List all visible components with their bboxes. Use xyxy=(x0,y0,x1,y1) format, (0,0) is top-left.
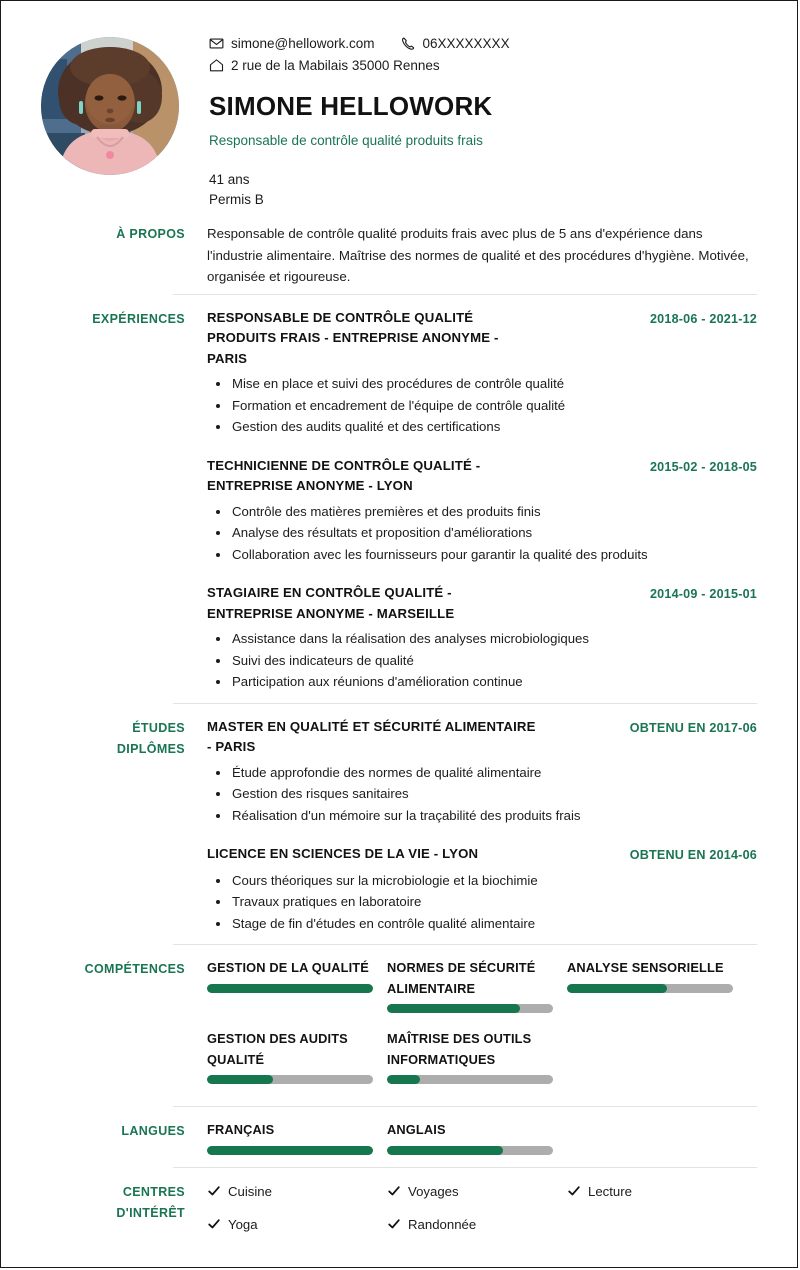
skill-item xyxy=(567,958,747,1013)
languages-grid xyxy=(207,1120,757,1161)
entry-title: RESPONSABLE DE CONTRÔLE QUALITÉ PRODUITS FRAIS - ENTREPRISE ANONYME - PARIS xyxy=(207,309,499,366)
about-text: Responsable de contrôle qualité produits frais avec plus de 5 ans d'expérience dans l'industrie alimentaire. Maîtrise des normes de qualité et des procédures d'hygiène. Motivée, organisée et rigoureuse. xyxy=(207,226,749,284)
skill-bar-fill xyxy=(387,1004,520,1013)
entry-header xyxy=(207,456,757,497)
skill-bar-track xyxy=(207,1075,373,1084)
interest-label: Lecture xyxy=(588,1183,632,1199)
entry-date: OBTENU EN 2014-06 xyxy=(629,848,757,862)
entry-bullets xyxy=(207,870,757,935)
section-label-experiences: EXPÉRIENCES xyxy=(92,311,185,326)
photo-column xyxy=(41,33,201,210)
skill-item xyxy=(387,1029,567,1084)
experiences-body xyxy=(207,295,757,703)
page-title: SIMONE HELLOWORK xyxy=(209,91,493,121)
home-icon xyxy=(209,58,224,73)
list-item: Formation et encadrement de l'équipe de contrôle qualité xyxy=(207,395,757,417)
skill-bar-track xyxy=(207,984,373,993)
skill-item xyxy=(207,958,387,1013)
check-icon xyxy=(387,1217,401,1231)
section-label-education-line1: ÉTUDES xyxy=(132,720,185,735)
interest-label: Voyages xyxy=(408,1183,459,1199)
list-item: Gestion des risques sanitaires xyxy=(207,783,757,805)
education-entry xyxy=(207,717,757,827)
check-icon xyxy=(207,1184,221,1198)
interests-body xyxy=(207,1168,757,1253)
entry-bullets xyxy=(207,501,757,566)
age-text: 41 ans xyxy=(209,172,250,187)
skill-name: ANALYSE SENSORIELLE xyxy=(567,960,724,975)
language-name: FRANÇAIS xyxy=(207,1122,275,1137)
skills-grid xyxy=(207,958,757,1100)
list-item: Mise en place et suivi des procédures de contrôle qualité xyxy=(207,373,757,395)
section-label-skills: COMPÉTENCES xyxy=(84,962,185,976)
language-bar-track xyxy=(207,1146,373,1155)
list-item: Assistance dans la réalisation des analyses microbiologiques xyxy=(207,628,757,650)
skill-name: GESTION DES AUDITS QUALITÉ xyxy=(207,1031,348,1067)
interest-item xyxy=(207,1214,387,1235)
interest-label: Cuisine xyxy=(228,1183,272,1199)
entry-date: 2015-02 - 2018-05 xyxy=(649,459,757,474)
list-item: Contrôle des matières premières et des produits finis xyxy=(207,501,757,523)
experience-entry xyxy=(207,456,757,566)
entry-title: MASTER EN QUALITÉ ET SÉCURITÉ ALIMENTAIRE - PARIS xyxy=(207,718,536,754)
entry-header xyxy=(207,844,757,866)
language-bar-fill xyxy=(387,1146,503,1155)
entry-title: TECHNICIENNE DE CONTRÔLE QUALITÉ - ENTREPRISE ANONYME - LYON xyxy=(207,457,481,493)
email-text: simone@hellowork.com xyxy=(231,36,375,51)
avatar xyxy=(41,37,179,175)
list-item: Réalisation d'un mémoire sur la traçabilité des produits frais xyxy=(207,805,757,827)
about-body xyxy=(207,210,757,294)
section-skills xyxy=(1,945,797,1106)
entry-header xyxy=(207,717,757,758)
avatar-photo xyxy=(41,37,179,175)
skill-bar-fill xyxy=(567,984,667,993)
section-interests xyxy=(1,1168,797,1253)
list-item: Étude approfondie des normes de qualité alimentaire xyxy=(207,762,757,784)
list-item: Participation aux réunions d'amélioration continue xyxy=(207,671,757,693)
list-item: Collaboration avec les fournisseurs pour garantir la qualité des produits xyxy=(207,544,757,566)
interest-item xyxy=(387,1214,567,1235)
contact-row-primary xyxy=(209,33,757,54)
language-item xyxy=(207,1120,387,1155)
entry-date: 2018-06 - 2021-12 xyxy=(649,311,757,326)
experience-entry xyxy=(207,583,757,693)
skill-bar-track xyxy=(567,984,733,993)
interest-item xyxy=(567,1181,747,1202)
skill-bar-fill xyxy=(207,1075,273,1084)
skill-bar-fill xyxy=(207,984,373,993)
job-title: Responsable de contrôle qualité produits frais xyxy=(209,133,483,148)
section-languages xyxy=(1,1107,797,1167)
skill-bar-track xyxy=(387,1075,553,1084)
skill-bar-fill xyxy=(387,1075,420,1084)
interest-label: Randonnée xyxy=(408,1216,477,1232)
section-label-interests-line1: CENTRES xyxy=(122,1184,185,1199)
entry-title: LICENCE EN SCIENCES DE LA VIE - LYON xyxy=(207,846,479,861)
section-about xyxy=(1,210,797,294)
check-icon xyxy=(387,1184,401,1198)
section-label-education-line2: DIPLÔMES xyxy=(116,741,185,756)
list-item: Travaux pratiques en laboratoire xyxy=(207,891,757,913)
list-item: Suivi des indicateurs de qualité xyxy=(207,650,757,672)
section-experiences xyxy=(1,295,797,703)
check-icon xyxy=(567,1184,581,1198)
entry-header xyxy=(207,308,757,370)
phone-icon xyxy=(401,36,416,51)
languages-body xyxy=(207,1107,757,1167)
language-bar-fill xyxy=(207,1146,373,1155)
skills-body xyxy=(207,945,757,1106)
language-item xyxy=(387,1120,567,1155)
entry-bullets xyxy=(207,373,757,438)
license-text: Permis B xyxy=(209,192,264,207)
entry-bullets xyxy=(207,762,757,827)
skill-name: NORMES DE SÉCURITÉ ALIMENTAIRE xyxy=(387,960,536,996)
entry-date: OBTENU EN 2017-06 xyxy=(629,720,757,735)
section-education xyxy=(1,704,797,945)
entry-date: 2014-09 - 2015-01 xyxy=(649,587,757,601)
language-bar-track xyxy=(387,1146,553,1155)
skill-name: GESTION DE LA QUALITÉ xyxy=(207,960,369,975)
list-item: Cours théoriques sur la microbiologie et la biochimie xyxy=(207,870,757,892)
interest-item xyxy=(387,1181,567,1202)
phone-text: 06XXXXXXXX xyxy=(422,36,510,51)
section-label-interests-line2: D'INTÉRÊT xyxy=(116,1205,185,1220)
entry-header xyxy=(207,583,757,624)
skill-item xyxy=(207,1029,387,1084)
list-item: Analyse des résultats et proposition d'améliorations xyxy=(207,522,757,544)
cv-header xyxy=(1,1,797,210)
section-label-interests xyxy=(41,1168,207,1253)
envelope-icon xyxy=(209,36,224,51)
section-label-education xyxy=(41,704,207,945)
address-text: 2 rue de la Mabilais 35000 Rennes xyxy=(231,58,440,73)
education-body xyxy=(207,704,757,945)
list-item: Stage de fin d'études en contrôle qualité alimentaire xyxy=(207,913,757,935)
skill-item xyxy=(387,958,567,1013)
entry-title: STAGIAIRE EN CONTRÔLE QUALITÉ - ENTREPRISE ANONYME - MARSEILLE xyxy=(207,585,455,621)
section-label-languages: LANGUES xyxy=(121,1124,185,1138)
list-item: Gestion des audits qualité et des certifications xyxy=(207,416,757,438)
interests-grid xyxy=(207,1181,757,1247)
language-name: ANGLAIS xyxy=(387,1122,446,1137)
skill-name: MAÎTRISE DES OUTILS INFORMATIQUES xyxy=(387,1031,532,1067)
education-entry xyxy=(207,844,757,934)
personal-meta xyxy=(209,170,757,209)
entry-bullets xyxy=(207,628,757,693)
check-icon xyxy=(207,1217,221,1231)
section-label-about: À PROPOS xyxy=(116,227,185,241)
interest-item xyxy=(207,1181,387,1202)
interest-label: Yoga xyxy=(228,1216,258,1232)
skill-bar-track xyxy=(387,1004,553,1013)
experience-entry xyxy=(207,308,757,438)
header-main xyxy=(201,33,757,210)
contact-row-address xyxy=(209,55,757,76)
